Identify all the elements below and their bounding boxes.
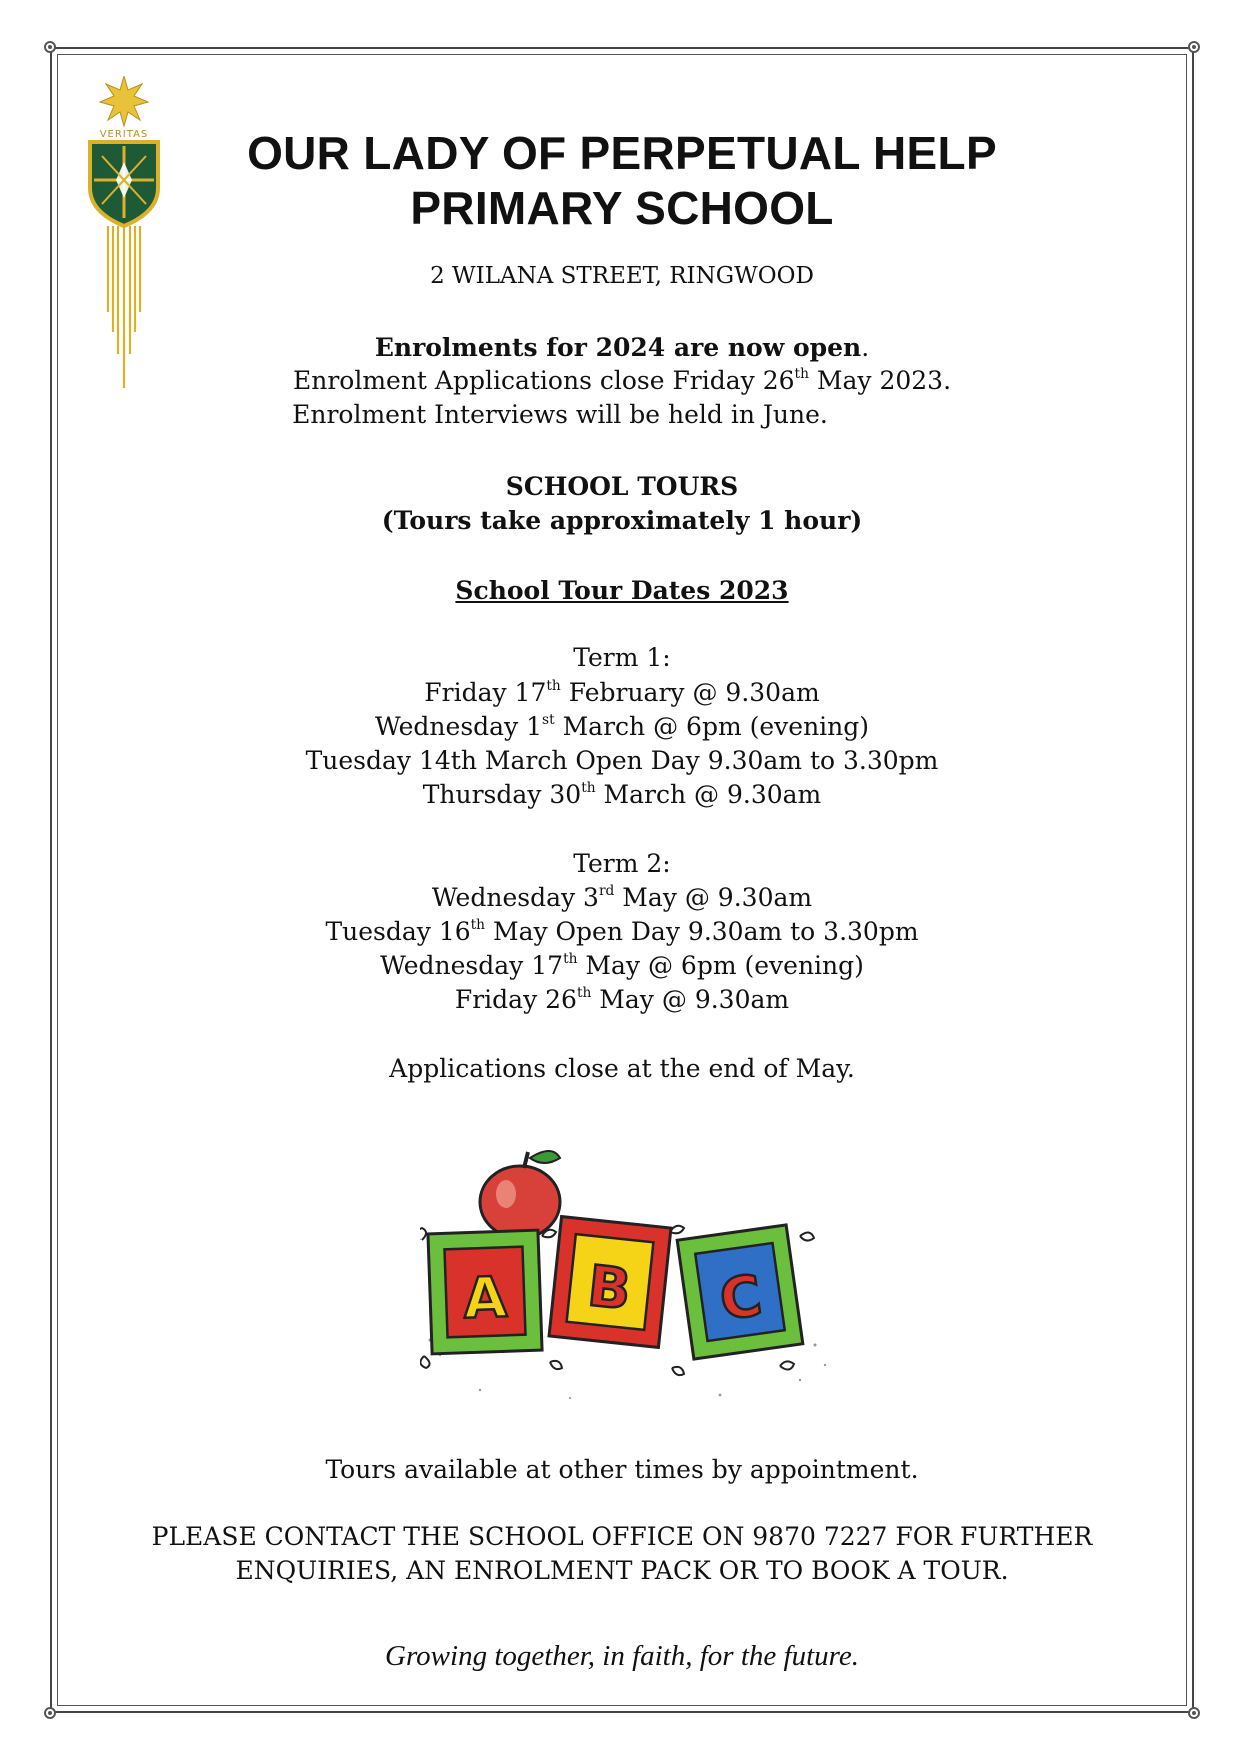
apple-icon — [480, 1151, 560, 1238]
corner-ornament — [44, 1707, 56, 1719]
corner-ornament — [1188, 41, 1200, 53]
term1-date-1: Friday 17th February @ 9.30am — [424, 678, 820, 707]
logo-motto: VERITAS — [99, 129, 149, 140]
star-icon — [100, 76, 148, 126]
other-times-note: Tours available at other times by appointment. — [325, 1455, 919, 1484]
term1-date-3: Tuesday 14th March Open Day 9.30am to 3.30pm — [305, 746, 939, 775]
term2-date-2: Tuesday 16th May Open Day 9.30am to 3.30pm — [325, 917, 919, 946]
contact-line-1: PLEASE CONTACT THE SCHOOL OFFICE ON 9870 7227 FOR FURTHER — [151, 1522, 1093, 1551]
school-name-line1: OUR LADY OF PERPETUAL HELP — [247, 127, 997, 179]
tours-duration: (Tours take approximately 1 hour) — [381, 506, 863, 535]
enrolment-headline-text: Enrolments for 2024 are now open — [374, 333, 862, 362]
enrolment-close-date: Enrolment Applications close Friday 26th May 2023. — [292, 366, 952, 395]
letter-b: B — [584, 1253, 634, 1324]
term1-date-2: Wednesday 1st March @ 6pm (evening) — [374, 712, 870, 741]
term2-label: Term 2: — [573, 849, 671, 878]
tours-heading: SCHOOL TOURS — [505, 472, 739, 501]
term2-date-3: Wednesday 17th May @ 6pm (evening) — [380, 951, 864, 980]
term1-date-4: Thursday 30th March @ 9.30am — [422, 780, 822, 809]
contact-line-2: ENQUIRIES, AN ENROLMENT PACK OR TO BOOK A TOUR. — [235, 1556, 1009, 1585]
school-motto: Growing together, in faith, for the future. — [385, 1640, 859, 1672]
term1-label: Term 1: — [573, 643, 671, 672]
term2-date-4: Friday 26th May @ 9.30am — [454, 985, 790, 1014]
letter-c: C — [716, 1263, 766, 1334]
tour-dates-heading: School Tour Dates 2023 — [455, 576, 789, 605]
applications-close-note: Applications close at the end of May. — [389, 1054, 855, 1083]
school-name-line2: PRIMARY SCHOOL — [410, 182, 834, 234]
corner-ornament — [1188, 1707, 1200, 1719]
abc-blocks-illustration — [420, 1140, 840, 1410]
corner-ornament — [44, 41, 56, 53]
enrolment-interviews: Enrolment Interviews will be held in June. — [292, 400, 828, 429]
letter-a: A — [462, 1265, 509, 1332]
term2-date-1: Wednesday 3rd May @ 9.30am — [431, 883, 813, 912]
enrolment-headline: Enrolments for 2024 are now open. — [374, 333, 870, 362]
school-address: 2 WILANA STREET, RINGWOOD — [430, 263, 814, 289]
